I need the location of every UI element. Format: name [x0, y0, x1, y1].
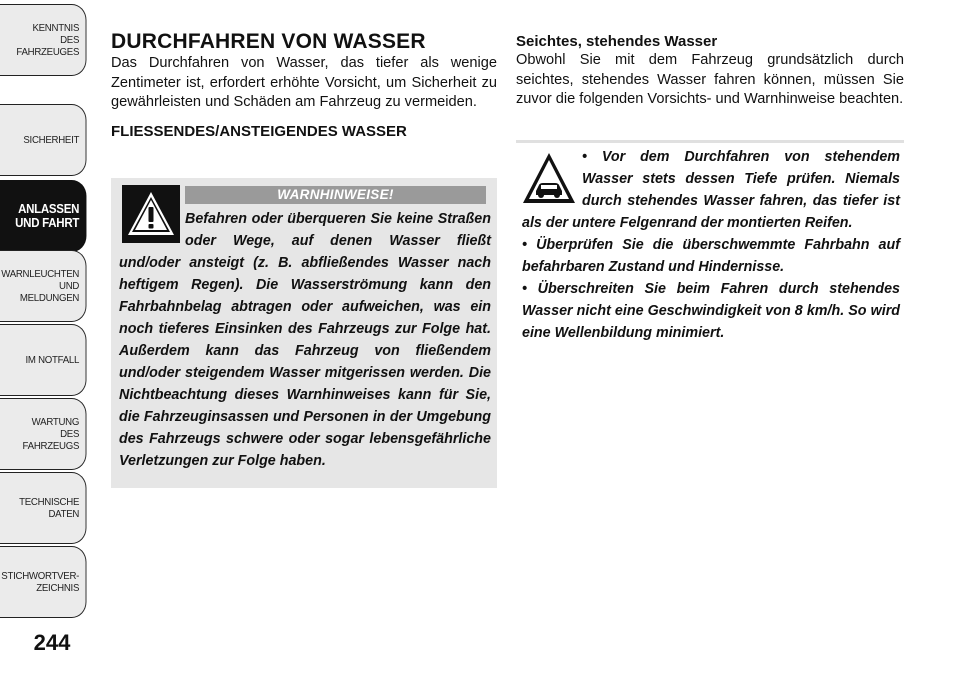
caution-text [522, 146, 900, 344]
left-column [111, 30, 497, 140]
warning-text [119, 208, 491, 472]
tab-label: STICHWORTVER- ZEICHNIS [1, 570, 80, 594]
tab-wartung-des-fahrzeugs[interactable] [0, 398, 86, 470]
tab-technische-daten[interactable] [0, 472, 86, 544]
intro-paragraph: Das Durchfahren von Wasser, das tiefer als wenige Zentimeter ist, erfordert erhöhte Vorsicht, um Sicherheit zu gewährleisten und Schäden am Fahrzeug zu vermeiden. [111, 55, 497, 110]
caution-box-top-rule [516, 140, 904, 143]
tab-warnleuchten-und-meldungen[interactable] [0, 250, 86, 322]
tab-label: WARNLEUCHTEN UND MELDUNGEN [1, 268, 80, 304]
tab-im-notfall[interactable] [0, 324, 86, 396]
tab-stichwortverzeichnis[interactable] [0, 546, 86, 618]
caution-bullet: • Überprüfen Sie die überschwemmte Fahrbahn auf befahrbaren Zustand und Hindernisse. [522, 237, 900, 275]
warning-body: Befahren oder überqueren Sie keine Straßen oder Wege, auf denen Wasser fließt und/oder ansteigt (z. B. abfließendes Wasser nach heftigem Regen). Die Wasserströmung kann den Fahrbahnbelag abtragen oder aufweichen, was ein noch tieferes Einsinken des Fahrzeugs zur Folge hat. Außerdem kann das Fahrzeug von fließendem und/oder steigendem Wasser mitgerissen werden. Die Nichtbeachtung dieses Warnhinweises kann für Sie, die Fahrzeuginsassen und Personen in der Umgebung des Fahrzeugs schwere oder sogar lebensgefährliche Verletzungen zur Folge haben. [119, 211, 491, 469]
tab-kenntnis-des-fahrzeuges[interactable] [0, 4, 86, 76]
section-title: DURCHFAHREN VON WASSER [111, 30, 426, 53]
warning-title: WARNHINWEISE! [185, 186, 486, 204]
shallow-water-intro: Obwohl Sie mit dem Fahrzeug grundsätzlich durch seichtes, stehendes Wasser fahren können, müssen Sie zuvor die folgenden Vorsichts- und Warnhinweise beachten. [516, 52, 904, 107]
tab-sicherheit[interactable] [0, 104, 86, 176]
caution-bullet: • Überschreiten Sie beim Fahren durch stehendes Wasser nicht eine Geschwindigkeit von 8 km/h. So wird eine Wellenbildung minimiert. [522, 281, 900, 341]
right-column [516, 32, 904, 110]
chapter-tab-navigation [0, 0, 98, 640]
tab-label: TECHNISCHE DATEN [19, 496, 80, 520]
subsection-heading: FLIESSENDES/ANSTEIGENDES WASSER [111, 122, 407, 140]
tab-label: IM NOTFALL [25, 354, 80, 366]
tab-label: SICHERHEIT [23, 134, 80, 146]
tab-label: WARTUNG DES FAHRZEUGS [22, 416, 80, 452]
caution-bullet: • Vor dem Durchfahren von stehendem Wasser stets dessen Tiefe prüfen. Niemals durch stehendes Wasser fahren, das tiefer ist als der untere Felgenrand der montierten Reifen. [522, 149, 900, 231]
page-number: 244 [33, 630, 71, 655]
subsection-heading-shallow-water: Seichtes, stehendes Wasser [516, 33, 718, 50]
tab-label: ANLASSEN UND FAHRT [15, 202, 80, 230]
tab-anlassen-und-fahrt[interactable] [0, 180, 86, 252]
tab-label: KENNTNIS DES FAHRZEUGES [16, 22, 80, 58]
